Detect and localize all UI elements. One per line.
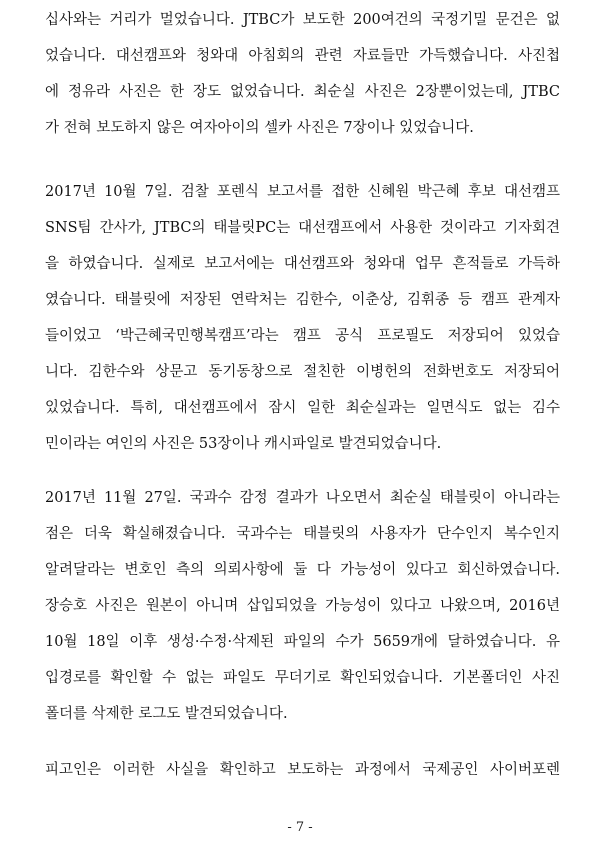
paragraph-4 bbox=[45, 752, 560, 788]
text-line: SNS팀 간사가, JTBC의 태블릿PC는 대선캠프에서 사용한 것이라고 기자회견 bbox=[45, 220, 560, 236]
text-line: 2017년 10월 7일. 검찰 포렌식 보고서를 접한 신혜원 박근혜 후보 대선캠프 bbox=[45, 184, 560, 200]
text-line: 였습니다. 태블릿에 저장된 연락처는 김한수, 이춘상, 김휘종 등 캠프 관계자 bbox=[45, 292, 560, 308]
text-line: 폴더를 삭제한 로그도 발견되었습니다. bbox=[45, 706, 288, 722]
paragraph-1 bbox=[45, 2, 560, 146]
text-line: 있었습니다. 특히, 대선캠프에서 잠시 일한 최순실과는 일면식도 없는 김수 bbox=[45, 400, 560, 416]
paragraph-3 bbox=[45, 480, 560, 732]
page-number: - 7 - bbox=[287, 820, 313, 835]
text-line: 들이었고 ‘박근혜국민행복캠프’라는 캠프 공식 프로필도 저장되어 있었습 bbox=[45, 328, 560, 344]
text-line: 니다. 김한수와 상문고 동기동창으로 절친한 이병헌의 전화번호도 저장되어 bbox=[45, 364, 560, 380]
text-line: 에 정유라 사진은 한 장도 없었습니다. 최순실 사진은 2장뿐이었는데, JTBC bbox=[45, 84, 560, 100]
text-line: 입경로를 확인할 수 없는 파일도 무더기로 확인되었습니다. 기본폴더인 사진 bbox=[45, 670, 560, 686]
text-line: 십사와는 거리가 멀었습니다. JTBC가 보도한 200여건의 국정기밀 문건은 없 bbox=[45, 12, 560, 28]
text-line: 알려달라는 변호인 측의 의뢰사항에 둘 다 가능성이 있다고 회신하였습니다. bbox=[45, 562, 560, 578]
text-line: 10월 18일 이후 생성·수정·삭제된 파일의 수가 5659개에 달하였습니다. 유 bbox=[45, 634, 560, 650]
text-line: 을 하였습니다. 실제로 보고서에는 대선캠프와 청와대 업무 흔적들로 가득하 bbox=[45, 256, 560, 272]
paragraph-2 bbox=[45, 174, 560, 462]
text-line: 장승호 사진은 원본이 아니며 삽입되었을 가능성이 있다고 나왔으며, 2016년 bbox=[45, 598, 560, 614]
text-line: 점은 더욱 확실해졌습니다. 국과수는 태블릿의 사용자가 단수인지 복수인지 bbox=[45, 526, 560, 542]
text-line: 피고인은 이러한 사실을 확인하고 보도하는 과정에서 국제공인 사이버포렌 bbox=[45, 762, 560, 778]
text-line: 가 전혀 보도하지 않은 여자아이의 셀카 사진은 7장이나 있었습니다. bbox=[45, 120, 474, 136]
text-line: 2017년 11월 27일. 국과수 감정 결과가 나오면서 최순실 태블릿이 아니라는 bbox=[45, 490, 560, 506]
text-line: 민이라는 여인의 사진은 53장이나 캐시파일로 발견되었습니다. bbox=[45, 436, 442, 452]
text-line: 었습니다. 대선캠프와 청와대 아침회의 관련 자료들만 가득했습니다. 사진첩 bbox=[45, 48, 560, 64]
